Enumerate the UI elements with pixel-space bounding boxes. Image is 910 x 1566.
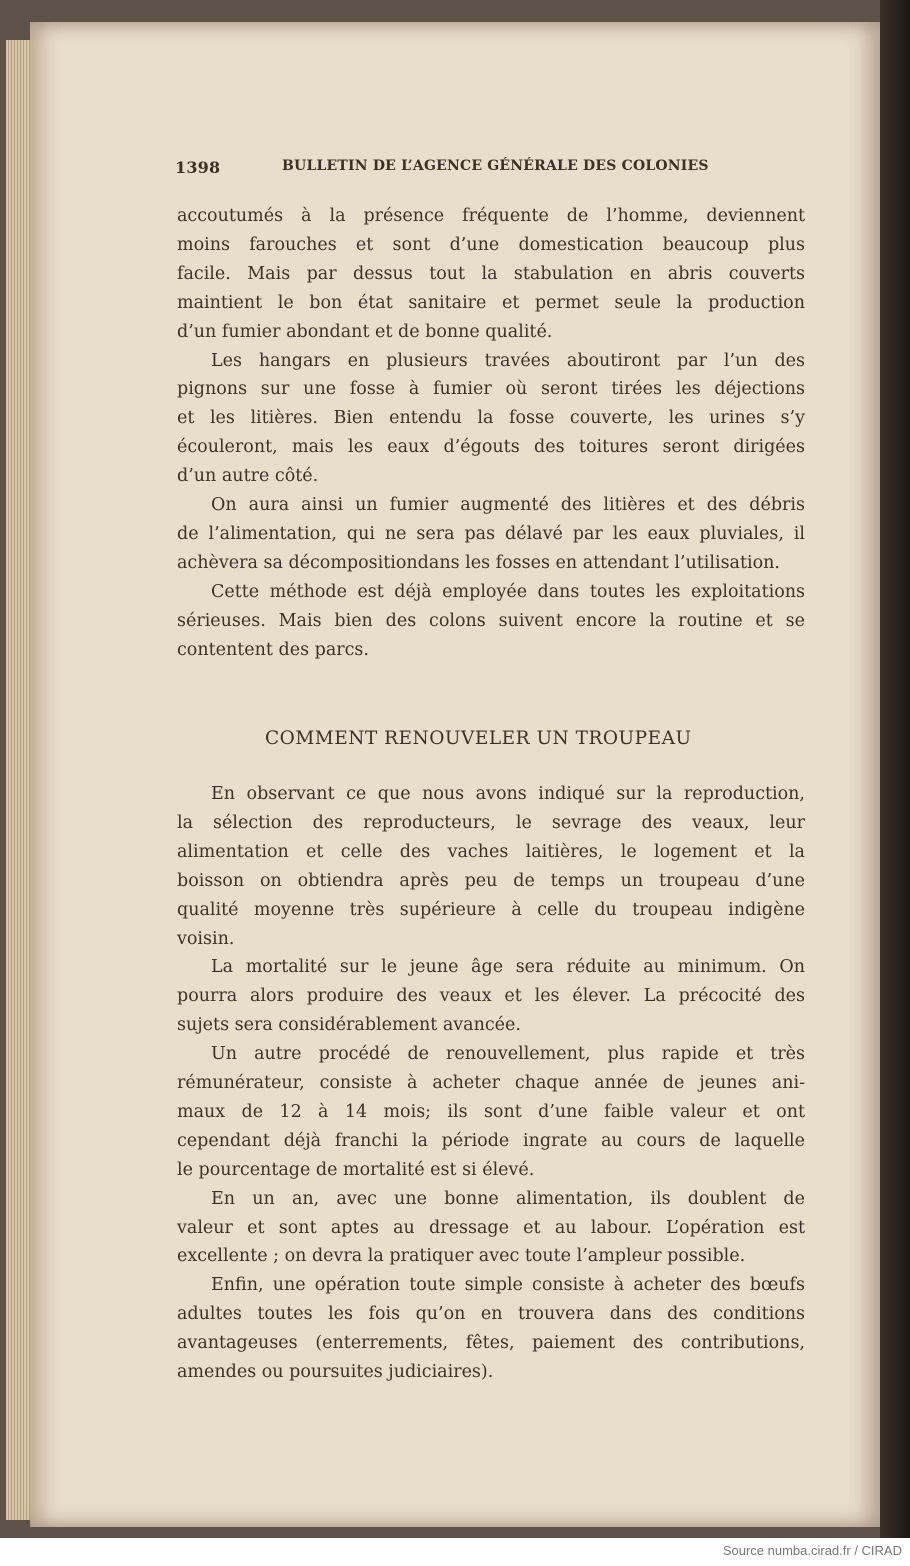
paragraph-line: En observant ce que nous avons indiqué sur la reproduction, [211,784,805,804]
paragraph-line: contentent des parcs. [177,639,369,660]
paragraph-line: boisson on obtiendra après peu de temps un troupeau d’une [177,870,805,891]
running-title: BULLETIN DE L’AGENCE GÉNÉRALE DES COLONIES [282,158,709,174]
section-heading: COMMENT RENOUVELER UN TROUPEAU [265,728,692,749]
paragraph-line: moins farouches et sont d’une domestication beaucoup plus [177,234,805,255]
paragraph-line: achèvera sa décompositiondans les fosses en attendant l’utilisation. [177,552,780,573]
paragraph-line: d’un fumier abondant et de bonne qualité. [177,321,553,342]
paragraph-line: excellente ; on devra la pratiquer avec toute l’ampleur possible. [177,1246,746,1267]
paragraph-line: maintient le bon état sanitaire et permet seule la production [177,292,805,313]
paragraph-line: Les hangars en plusieurs travées aboutiront par l’un des [211,350,805,371]
page-stack-edges [6,40,32,1520]
paragraph-line: Cette méthode est déjà employée dans toutes les exploitations [211,581,805,602]
paragraph-line: et les litières. Bien entendu la fosse couverte, les urines s’y [177,408,805,429]
paragraph-line: sujets sera considérablement avancée. [177,1015,521,1036]
book-binding [880,0,910,1538]
paragraph-line: accoutumés à la présence fréquente de l’homme, deviennent [177,206,805,226]
paragraph-line: cependant déjà franchi la période ingrate au cours de laquelle [177,1130,805,1151]
source-credit: Source numba.cirad.fr / CIRAD [722,1543,902,1558]
paragraph-line: sérieuses. Mais bien des colons suivent encore la routine et se [177,610,805,631]
paragraph-line: maux de 12 à 14 mois; ils sont d’une faible valeur et ont [177,1101,805,1122]
paragraph-line: adultes toutes les fois qu’on en trouvera dans des conditions [177,1304,805,1325]
paragraph-line: La mortalité sur le jeune âge sera réduite au minimum. On [211,957,805,978]
paragraph-line: qualité moyenne très supérieure à celle du troupeau indigène [177,899,805,920]
paragraph-line: voisin. [177,928,235,949]
paragraph-line: de l’alimentation, qui ne sera pas délavé par les eaux pluviales, il [177,523,805,544]
paragraph-line: facile. Mais par dessus tout la stabulation en abris couverts [177,263,805,284]
paragraph-line: amendes ou poursuites judiciaires). [177,1362,494,1382]
page-number: 1398 [175,158,221,177]
paragraph-line: Un autre procédé de renouvellement, plus rapide et très [211,1044,805,1065]
paragraph-line: d’un autre côté. [177,466,319,487]
paragraph-line: Enfin, une opération toute simple consiste à acheter des bœufs [211,1275,805,1296]
paragraph-line: On aura ainsi un fumier augmenté des litières et des débris [211,495,805,515]
paragraph-line: rémunérateur, consiste à acheter chaque année de jeunes ani- [177,1073,805,1093]
paragraph-line: le pourcentage de mortalité est si élevé. [177,1159,535,1180]
paragraph-line: alimentation et celle des vaches laitières, le logement et la [177,841,805,862]
paragraph-line: valeur et sont aptes au dressage et au labour. L’opération est [177,1217,805,1238]
paragraph-line: pourra alors produire des veaux et les élever. La précocité des [177,986,805,1007]
paragraph-line: avantageuses (enterrements, fêtes, paiement des contributions, [177,1333,805,1354]
paragraph-line: En un an, avec une bonne alimentation, ils doublent de [211,1188,805,1209]
paragraph-line: pignons sur une fosse à fumier où seront tirées les déjections [177,379,805,400]
paragraph-line: écouleront, mais les eaux d’égouts des toitures seront dirigées [177,437,805,458]
paragraph-line: la sélection des reproducteurs, le sevrage des veaux, leur [177,812,805,833]
